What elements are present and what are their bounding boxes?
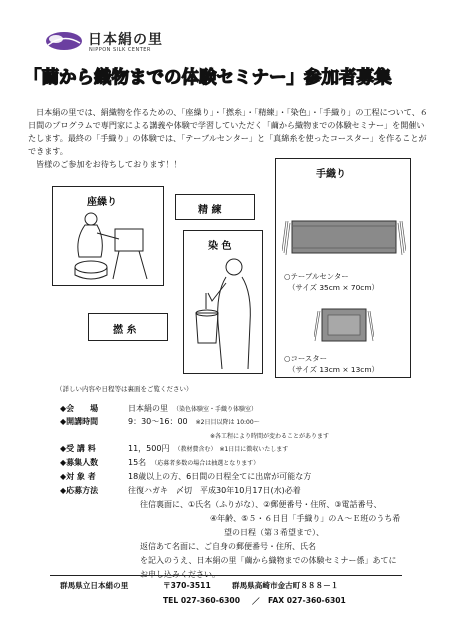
senshoku-label: 染 色 <box>208 241 232 252</box>
intro-paragraph: 日本絹の里では、絹織物を作るための、「座繰り」・「撚糸」・「精練」・「染色」・「手織り」の工程について、６日間のプログラムで専門家による講義や体験で学習していただく「繭から織物までの体験セミナー」を開催いたします。最終の「手織り」の体験では、「テーブルセンター」と「真綿糸を使ったコースター」を作ることができます。 <box>28 107 428 156</box>
zaguri-box <box>52 186 164 286</box>
coaster-size: （サイズ 13cm × 13cm） <box>288 365 379 374</box>
venue-value: 日本絹の里 （染色体験室・手織り体験室） <box>128 404 258 413</box>
nenshi-box <box>88 313 168 341</box>
dyeing-illustration <box>188 253 260 371</box>
footer-org: 群馬県立日本絹の里 <box>60 581 129 590</box>
footer-address: 群馬県高崎市金古町８８８－１ <box>232 581 339 590</box>
logo <box>44 26 204 56</box>
venue-label: ◆会 場 <box>60 404 99 413</box>
hours-detail: ※2日目以降は 10:00～ <box>195 419 260 426</box>
nenshi-label: 撚 糸 <box>113 325 137 336</box>
teori-label: 手織り <box>316 169 346 180</box>
apply-line-2: ④年齢、⑤５・６日目「手織り」のＡ～Ｅ班のうち希 <box>210 514 401 523</box>
fee-detail: （教材費含む） ※1日目に徴収いたします <box>177 446 289 453</box>
senshoku-box <box>183 230 263 374</box>
venue-detail: （染色体験室・手織り体験室） <box>176 406 258 413</box>
hours-label: ◆開講時間 <box>60 417 99 426</box>
footer-fax: FAX 027-360-6301 <box>268 596 346 605</box>
footer-tel: TEL 027-360-6300 <box>163 596 240 605</box>
seiren-label: 精 練 <box>198 205 222 216</box>
fee-value: 11，500円 （教材費含む） ※1日目に徴収いたします <box>128 444 289 453</box>
hours-value: 9：30～16：00 ※2日目以降は 10:00～ <box>128 417 260 426</box>
apply-line-4: 返信あて名面に、ご自身の郵便番号・住所、氏名 <box>140 542 316 551</box>
intro-closing: 皆様のご参加をお待ちしております！！ <box>36 159 182 169</box>
zaguri-label: 座繰り <box>87 197 117 208</box>
apply-line-5: を記入のうえ、日本絹の里「繭から織物までの体験セミナー係」あてに <box>140 556 397 565</box>
apply-line-6: お申し込みください。 <box>140 570 220 579</box>
apply-label: ◆応募方法 <box>60 486 99 495</box>
capacity-value: 15名 （応募者多数の場合は抽選となります） <box>128 458 260 467</box>
capacity-label: ◆募集人数 <box>60 458 99 467</box>
footer-postal: 〒370-3511 <box>163 581 211 590</box>
table-center-illustration <box>282 217 406 257</box>
silk-logo-icon <box>44 28 84 54</box>
reeling-illustration <box>61 209 157 283</box>
seiren-box <box>175 194 255 220</box>
coaster-illustration <box>314 305 374 345</box>
logo-name: 日本絹の里 <box>88 32 163 48</box>
apply-value: 往復ハガキ 〆切 平成30年10月17日(水)必着 <box>128 486 301 495</box>
hours-note: ※各工程により時間が変わることがあります <box>210 433 330 440</box>
table-center-size: （サイズ 35cm × 70cm） <box>288 283 379 292</box>
footer-separator: ／ <box>252 597 260 606</box>
apply-line-3: 望の日程（第３希望まで）、 <box>224 528 324 537</box>
details-note: （詳しい内容や日程等は裏面をご覧ください） <box>56 385 193 393</box>
coaster-name: ○コースター <box>284 354 328 363</box>
target-value: 18歳以上の方、6日間の日程全てに出席が可能な方 <box>128 472 312 481</box>
teori-box <box>275 158 411 378</box>
footer-divider <box>50 575 402 576</box>
fee-label: ◆受 講 料 <box>60 444 96 453</box>
capacity-detail: （応募者多数の場合は抽選となります） <box>154 460 260 467</box>
target-label: ◆対 象 者 <box>60 472 96 481</box>
table-center-name: ○テーブルセンター <box>284 272 349 281</box>
logo-subtitle: NIPPON SILK CENTER <box>89 47 151 53</box>
page-title: 「繭から織物までの体験セミナー」参加者募集 <box>24 68 392 88</box>
apply-line-1: 往信裏面に、①氏名（ふりがな）、②郵便番号・住所、③電話番号、 <box>140 500 382 509</box>
